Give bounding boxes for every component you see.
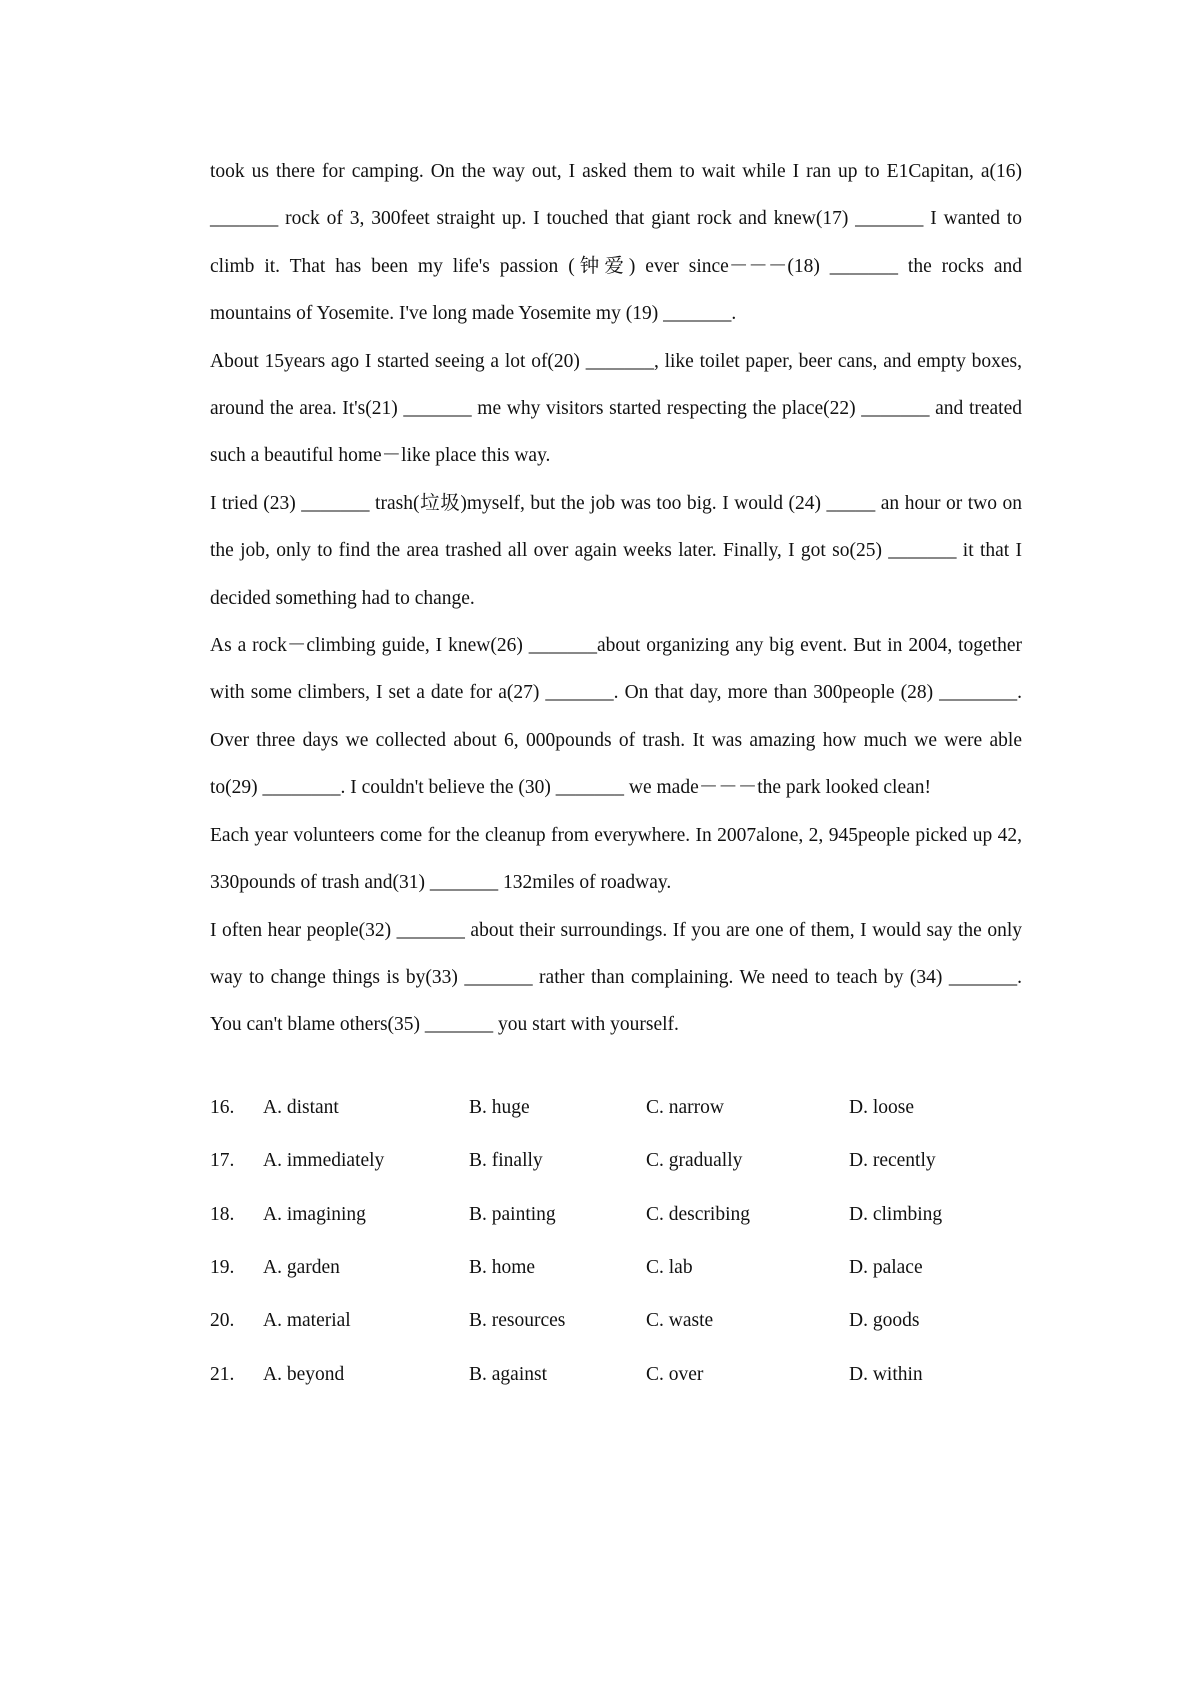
option-c: C. over — [646, 1363, 704, 1385]
answer-options — [210, 1097, 1022, 1417]
option-d: D. within — [849, 1363, 923, 1385]
question-number: 18. — [210, 1203, 235, 1225]
option-b: B. resources — [469, 1310, 566, 1332]
option-a: A. garden — [263, 1256, 340, 1278]
question-row-18 — [210, 1204, 1022, 1257]
document-page — [210, 148, 1022, 1417]
option-b: B. painting — [469, 1203, 556, 1225]
option-c: C. narrow — [646, 1096, 724, 1118]
question-number: 17. — [210, 1150, 235, 1172]
question-row-17 — [210, 1150, 1022, 1203]
question-number: 21. — [210, 1363, 235, 1385]
passage-paragraph: About 15years ago I started seeing a lot of(20) _______, like toilet paper, beer cans, and empty boxes, around the area. It's(21) _______ me why visitors started respecting the place(22) _______ and treated such a beautiful home－like place this way. — [210, 350, 1022, 467]
question-row-21 — [210, 1364, 1022, 1417]
question-row-16 — [210, 1097, 1022, 1150]
option-d: D. loose — [849, 1096, 914, 1118]
cloze-passage — [210, 148, 1022, 1049]
passage-paragraph: As a rock－climbing guide, I knew(26) _______about organizing any big event. But in 2004, together with some climbers, I set a date for a(27) _______. On that day, more than 300people (28) ________. Over three days we collected about 6, 000pounds of trash. It was amazing how much we were able to(29) ________. I couldn't believe the (30) _______ we made－－－the park looked clean! — [210, 635, 1022, 799]
option-d: D. climbing — [849, 1203, 943, 1225]
option-a: A. beyond — [263, 1363, 345, 1385]
question-number: 20. — [210, 1310, 235, 1332]
passage-paragraph: I tried (23) _______ trash(垃圾)myself, but the job was too big. I would (24) _____ an hour or two on the job, only to find the area trashed all over again weeks later. Finally, I got so(25) _______ it that I decided something had to change. — [210, 492, 1022, 609]
option-a: A. imagining — [263, 1203, 366, 1225]
question-number: 19. — [210, 1256, 235, 1278]
option-c: C. gradually — [646, 1150, 743, 1172]
option-c: C. waste — [646, 1310, 714, 1332]
option-c: C. describing — [646, 1203, 750, 1225]
option-b: B. finally — [469, 1150, 543, 1172]
option-a: A. distant — [263, 1096, 339, 1118]
question-row-19 — [210, 1257, 1022, 1310]
option-a: A. material — [263, 1310, 351, 1332]
option-d: D. palace — [849, 1256, 923, 1278]
option-d: D. goods — [849, 1310, 920, 1332]
option-b: B. against — [469, 1363, 547, 1385]
question-number: 16. — [210, 1096, 235, 1118]
option-a: A. immediately — [263, 1150, 385, 1172]
passage-paragraph: Each year volunteers come for the cleanup from everywhere. In 2007alone, 2, 945people picked up 42, 330pounds of trash and(31) _______ 132miles of roadway. — [210, 824, 1022, 894]
option-d: D. recently — [849, 1150, 936, 1172]
passage-paragraph: took us there for camping. On the way out, I asked them to wait while I ran up to E1Capitan, a(16) _______ rock of 3, 300feet straight up. I touched that giant rock and knew(17) _______ I wanted to climb it. That has been my life's passion (钟爱) ever since－－－(18) _______ the rocks and mountains of Yosemite. I've long made Yosemite my (19) _______. — [210, 161, 1022, 325]
passage-paragraph: I often hear people(32) _______ about their surroundings. If you are one of them, I would say the only way to change things is by(33) _______ rather than complaining. We need to teach by (34) _______. You can't blame others(35) _______ you start with yourself. — [210, 919, 1022, 1036]
question-row-20 — [210, 1310, 1022, 1363]
option-c: C. lab — [646, 1256, 693, 1278]
option-b: B. home — [469, 1256, 536, 1278]
option-b: B. huge — [469, 1096, 530, 1118]
